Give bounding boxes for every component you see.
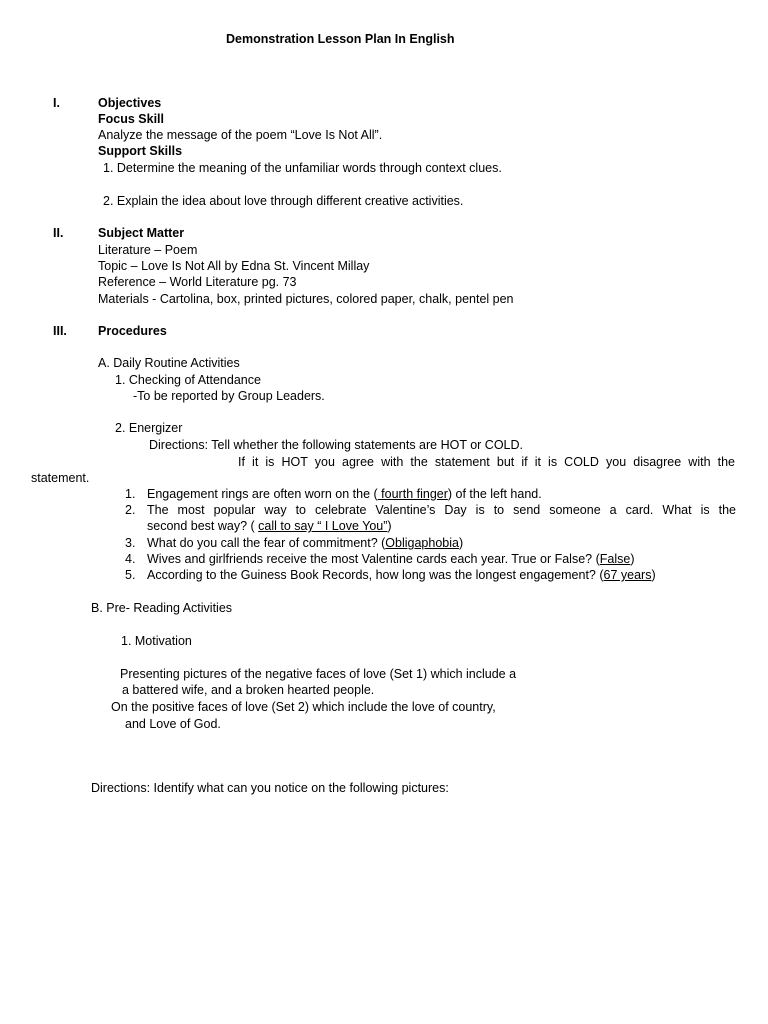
section-3-heading: Procedures (98, 324, 167, 338)
section-2-heading: Subject Matter (98, 226, 185, 240)
support-skills-heading: Support Skills (98, 144, 183, 158)
list-item (147, 567, 656, 583)
subject-materials: Materials - Cartolina, box, printed pictures, colored paper, chalk, pentel pen (98, 292, 514, 306)
list-item-text: According to the Guiness Book Records, how long was the longest engagement? ( (147, 568, 604, 582)
section-1-number: I. (53, 96, 60, 110)
energizer-directions: Directions: Tell whether the following statements are HOT or COLD. (149, 438, 523, 452)
list-item-answer: fourth finger (377, 487, 448, 501)
document-title: Demonstration Lesson Plan In English (226, 32, 455, 46)
checking-attendance: 1. Checking of Attendance (115, 373, 261, 387)
energizer-heading: 2. Energizer (115, 421, 183, 435)
list-item-answer: 67 years (603, 568, 652, 582)
daily-routine-heading: A. Daily Routine Activities (98, 356, 240, 370)
list-item (147, 535, 463, 551)
subject-literature: Literature – Poem (98, 243, 198, 257)
list-item-continued (147, 518, 392, 534)
list-item-text-end: ) of the left hand. (447, 487, 542, 501)
list-item-text: Wives and girlfriends receive the most Valentine cards each year. True or False? ( (147, 552, 600, 566)
motivation-text-4: and Love of God. (125, 717, 221, 731)
attendance-note: -To be reported by Group Leaders. (133, 389, 325, 403)
focus-skill-text: Analyze the message of the poem “Love Is Not All”. (98, 128, 383, 142)
list-item-text: second best way? ( (147, 519, 259, 533)
list-item: The most popular way to celebrate Valentine’s Day is to send someone a card. What is the (147, 503, 736, 517)
list-item (147, 486, 542, 502)
list-item-number: 2. (125, 503, 136, 517)
pre-reading-heading: B. Pre- Reading Activities (91, 601, 233, 615)
list-item-answer: False (599, 552, 631, 566)
energizer-rule-end: statement. (31, 471, 90, 485)
list-item-text: Engagement rings are often worn on the ( (147, 487, 378, 501)
final-directions: Directions: Identify what can you notice on the following pictures: (91, 781, 449, 795)
focus-skill-heading: Focus Skill (98, 112, 164, 126)
list-item-answer: Obligaphobia (385, 536, 459, 550)
motivation-text-3: On the positive faces of love (Set 2) which include the love of country, (111, 700, 496, 714)
list-item-text-end: ) (387, 519, 392, 533)
list-item-number: 1. (125, 487, 136, 501)
support-skill-2: 2. Explain the idea about love through different creative activities. (103, 194, 464, 208)
subject-reference: Reference – World Literature pg. 73 (98, 275, 297, 289)
list-item (147, 551, 635, 567)
motivation-text-2: a battered wife, and a broken hearted people. (122, 683, 375, 697)
list-item-text-end: ) (458, 536, 464, 550)
motivation-text-1: Presenting pictures of the negative faces of love (Set 1) which include a (120, 667, 517, 681)
list-item-number: 3. (125, 536, 136, 550)
subject-topic: Topic – Love Is Not All by Edna St. Vincent Millay (98, 259, 370, 273)
energizer-rule: If it is HOT you agree with the statement but if it is COLD you disagree with the (238, 455, 735, 469)
list-item-text-end: ) (630, 552, 635, 566)
list-item-number: 4. (125, 552, 136, 566)
section-1-heading: Objectives (98, 96, 162, 110)
motivation-heading: 1. Motivation (121, 634, 192, 648)
list-item-text-end: ) (651, 568, 656, 582)
list-item-answer: call to say “ I Love You” (258, 519, 388, 533)
support-skill-1: 1. Determine the meaning of the unfamiliar words through context clues. (103, 161, 502, 175)
section-3-number: III. (53, 324, 67, 338)
list-item-number: 5. (125, 568, 136, 582)
list-item-text: What do you call the fear of commitment? ( (147, 536, 386, 550)
section-2-number: II. (53, 226, 64, 240)
